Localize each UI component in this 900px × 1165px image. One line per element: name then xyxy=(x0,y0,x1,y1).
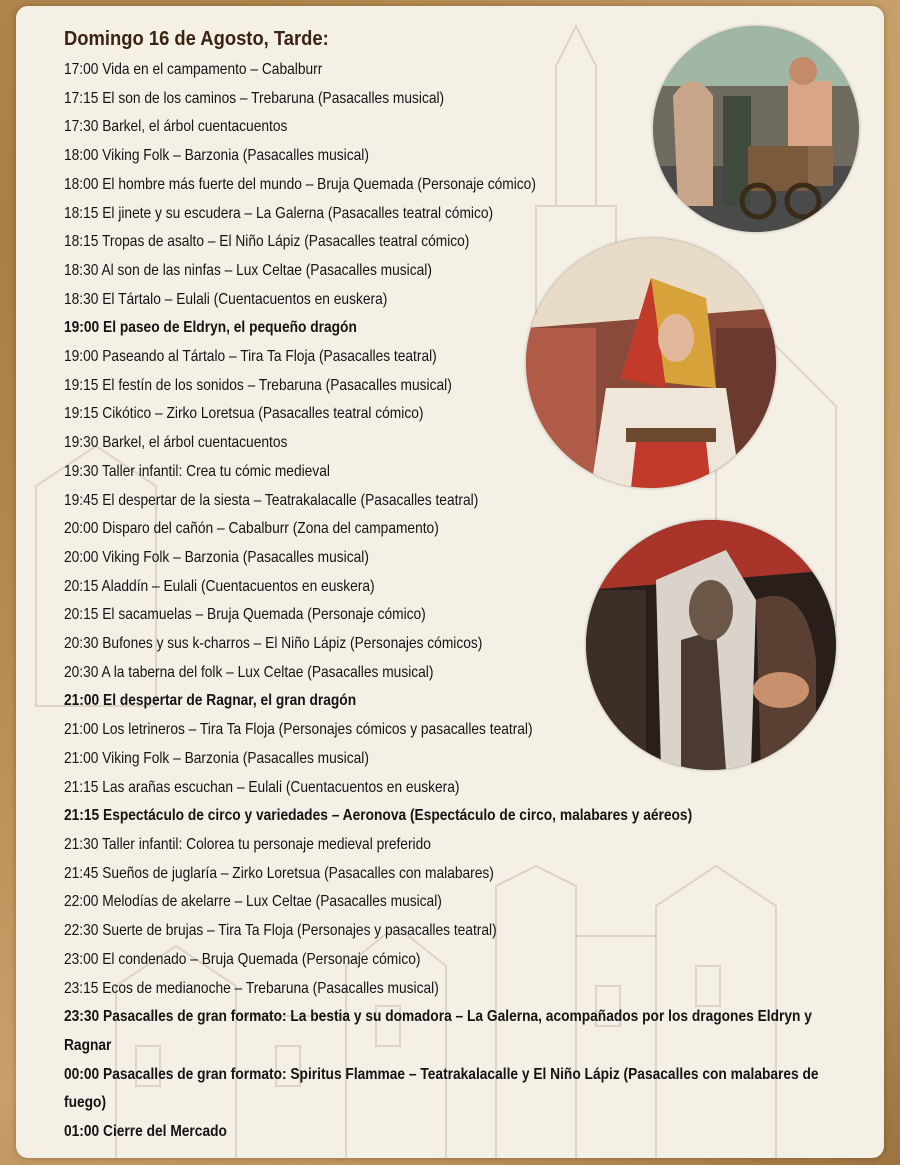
program-sheet xyxy=(16,6,884,1158)
event-item: 20:15 Aladdín – Eulali (Cuentacuentos en euskera) xyxy=(64,577,375,595)
event-item: 21:30 Taller infantil: Colorea tu personaje medieval preferido xyxy=(64,835,431,853)
event-item: 18:00 Viking Folk – Barzonia (Pasacalles musical) xyxy=(64,147,369,165)
event-item: 19:15 Cikótico – Zirko Loretsua (Pasacalles teatral cómico) xyxy=(64,405,424,423)
event-item: 19:00 Paseando al Tártalo – Tira Ta Floja (Pasacalles teatral) xyxy=(64,348,437,366)
photo-camp-cart xyxy=(653,26,859,232)
event-item: 17:15 El son de los caminos – Trebaruna (Pasacalles musical) xyxy=(64,89,445,107)
event-item: 21:00 Los letrineros – Tira Ta Floja (Personajes cómicos y pasacalles teatral) xyxy=(64,721,533,739)
event-item: 21:15 Las arañas escuchan – Eulali (Cuentacuentos en euskera) xyxy=(64,778,460,796)
event-item: 22:30 Suerte de brujas – Tira Ta Floja (Personajes y pasacalles teatral) xyxy=(64,922,497,940)
event-item: 22:00 Melodías de akelarre – Lux Celtae (Pasacalles musical) xyxy=(64,893,442,911)
event-item: 18:00 El hombre más fuerte del mundo – Bruja Quemada (Personaje cómico) xyxy=(64,175,536,193)
event-item: 19:30 Barkel, el árbol cuentacuentos xyxy=(64,434,288,452)
event-item: 23:15 Ecos de medianoche – Trebaruna (Pasacalles musical) xyxy=(64,979,439,997)
event-item: 21:00 Viking Folk – Barzonia (Pasacalles musical) xyxy=(64,749,369,767)
event-item: 18:30 El Tártalo – Eulali (Cuentacuentos en euskera) xyxy=(64,290,388,308)
event-item: 19:30 Taller infantil: Crea tu cómic medieval xyxy=(64,462,330,480)
event-item: 20:00 Viking Folk – Barzonia (Pasacalles musical) xyxy=(64,548,369,566)
event-highlight: 19:00 El paseo de Eldryn, el pequeño dragón xyxy=(64,319,357,337)
event-highlight: 21:00 El despertar de Ragnar, el gran dragón xyxy=(64,692,357,710)
photo-hooded-performer xyxy=(526,238,776,488)
event-item: 20:30 Bufones y sus k-charros – El Niño Lápiz (Personajes cómicos) xyxy=(64,635,483,653)
event-item: 20:15 El sacamuelas – Bruja Quemada (Personaje cómico) xyxy=(64,606,426,624)
event-item: 20:30 A la taberna del folk – Lux Celtae (Pasacalles musical) xyxy=(64,663,434,681)
event-item: 18:30 Al son de las ninfas – Lux Celtae (Pasacalles musical) xyxy=(64,261,432,279)
event-item: 17:00 Vida en el campamento – Cabalburr xyxy=(64,61,323,78)
event-item: 23:00 El condenado – Bruja Quemada (Personaje cómico) xyxy=(64,950,421,968)
event-highlight: 00:00 Pasacalles de gran formato: Spiritus Flammae – Teatrakalacalle y El Niño Lápiz (Pasacalles con malabares de fuego) xyxy=(64,1065,819,1112)
event-highlight: 01:00 Cierre del Mercado xyxy=(64,1123,227,1141)
event-item: 18:15 Tropas de asalto – El Niño Lápiz (Pasacalles teatral cómico) xyxy=(64,233,470,251)
page-title: Domingo 16 de Agosto, Tarde: xyxy=(64,28,329,50)
event-highlight: 23:30 Pasacalles de gran formato: La bestia y su domadora – La Galerna, acompañados por los dragones Eldryn y Ragnar xyxy=(64,1008,812,1054)
event-highlight: 21:15 Espectáculo de circo y variedades – Aeronova (Espectáculo de circo, malabares y aéreos) xyxy=(64,807,693,825)
event-item: 19:15 El festín de los sonidos – Trebaruna (Pasacalles musical) xyxy=(64,376,452,394)
event-item: 20:00 Disparo del cañón – Cabalburr (Zona del campamento) xyxy=(64,520,439,538)
event-item: 19:45 El despertar de la siesta – Teatrakalacalle (Pasacalles teatral) xyxy=(64,491,479,509)
photo-masked-figure xyxy=(586,520,836,770)
event-item: 21:45 Sueños de juglaría – Zirko Loretsua (Pasacalles con malabares) xyxy=(64,864,494,882)
event-item: 18:15 El jinete y su escudera – La Galerna (Pasacalles teatral cómico) xyxy=(64,204,494,222)
event-item: 17:30 Barkel, el árbol cuentacuentos xyxy=(64,118,288,136)
